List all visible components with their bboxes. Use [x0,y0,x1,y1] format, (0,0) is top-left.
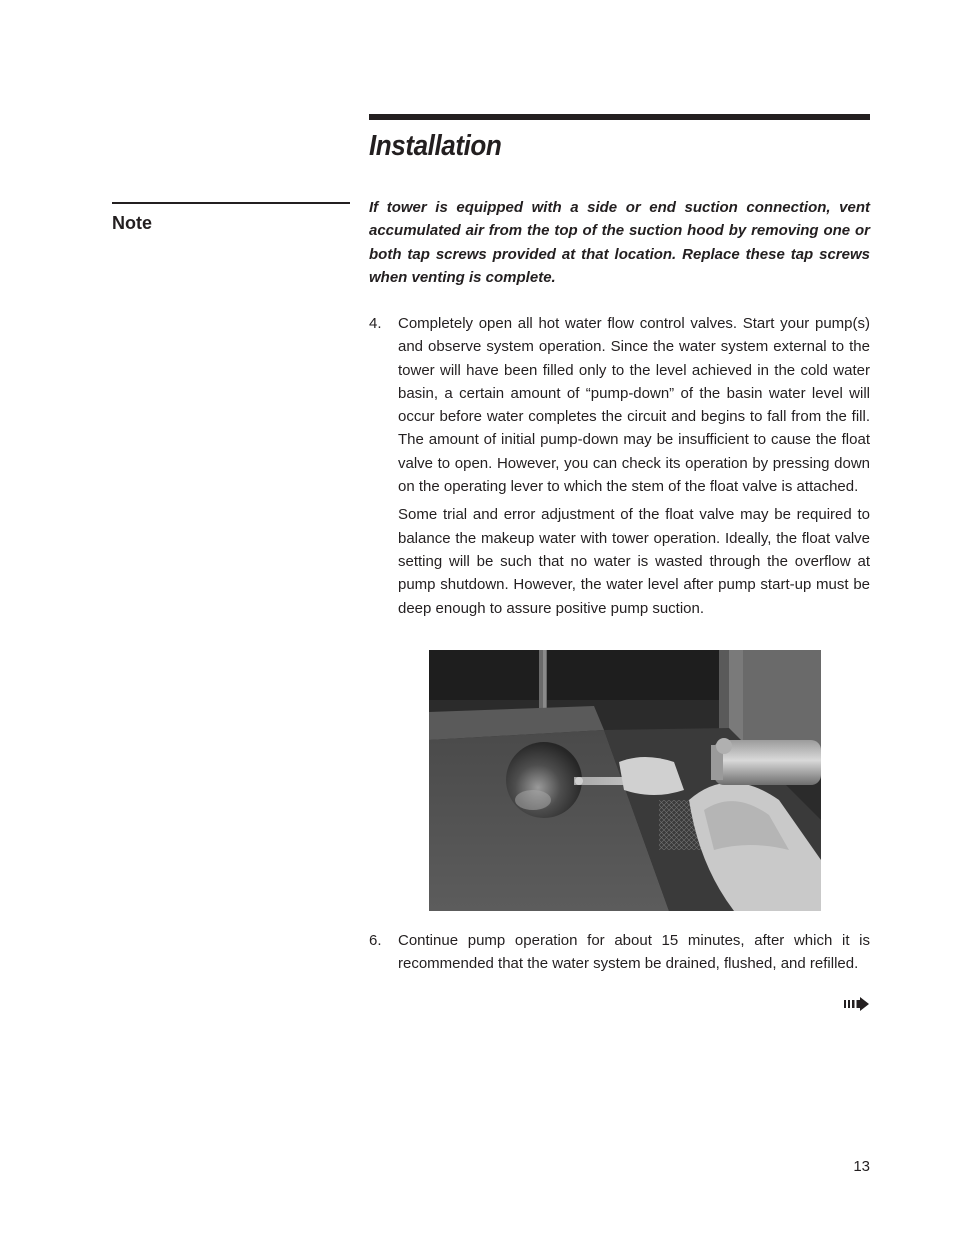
step-paragraph: Some trial and error adjustment of the float valve may be required to balance the makeup water with tower operation. Ideally, the float valve setting will be such that no water is wasted through the overflow at pump shutdown. However, the water level after pump start-up must be deep enough to assure positive pump suction. [398,506,870,617]
step-number: 6. [369,932,382,949]
step-6 [369,929,870,976]
step-number: 4. [369,315,382,332]
continued-arrow-icon [844,996,870,1012]
header-rule [369,114,870,120]
sidebar-rule [112,202,350,204]
page-number: 13 [853,1158,870,1175]
page-title: Installation [369,130,502,162]
step-paragraph: Continue pump operation for about 15 minutes, after which it is recommended that the water system be drained, flushed, and refilled. [398,932,870,973]
step-body [398,312,870,620]
note-label: Note [112,213,152,233]
float-valve-photo [429,650,821,911]
step-body [398,929,870,976]
note-text: If tower is equipped with a side or end suction connection, vent accumulated air from the top of the suction hood by removing one or both tap screws provided at that location. Replace these tap screws when venting is complete. [369,199,870,286]
step-paragraph: Completely open all hot water flow control valves. Start your pump(s) and observe system operation. Since the water system external to the tower will have been filled only to the level achieved in the cold water basin, a certain amount of “pump-down” of the basin water level will occur before water completes the circuit and begins to fall from the fill. The amount of initial pump-down may be insufficient to cause the float valve to open. However, you can check its operation by pressing down on the operating lever to which the stem of the float valve is attached. [398,315,870,496]
step-4 [369,312,870,620]
